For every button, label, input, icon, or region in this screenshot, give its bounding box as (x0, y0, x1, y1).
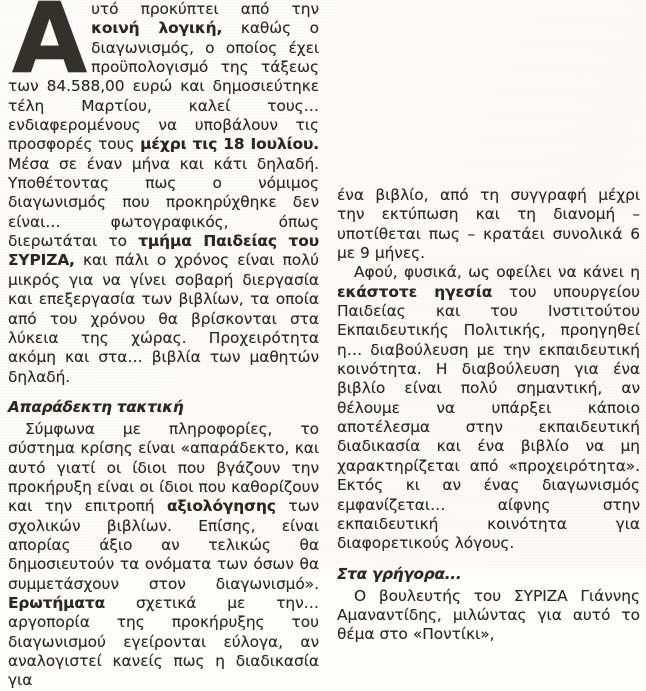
right-paragraph-2-text-a: Αφού, φυσικά, ως οφείλει να κάνει η (354, 263, 640, 282)
left-subhead-spacer-top (8, 387, 319, 398)
left-paragraph-2 (8, 420, 319, 691)
left-paragraph-1-text-c: Μέσα σε έναν μήνα και κάτι δηλαδή. Υποθέτοντας πως ο νόμιμος διαγωνισμός που προκηρύχθηκε δεν είναι… φωτογραφικός, όπως διερωτάται το (8, 154, 319, 251)
drop-cap-letter: Α (12, 0, 85, 95)
right-subhead-spacer-top (337, 554, 640, 565)
left-paragraph-1 (8, 0, 319, 387)
left-subheading: Απαράδεκτη τακτική (8, 397, 184, 416)
left-paragraph-2-bold-1: αξιολόγησης (166, 497, 276, 516)
left-paragraph-1-bold-1: κοινή λογική, (91, 19, 223, 38)
left-paragraph-1-bold-2: μέχρι τις 18 Ιουλίου. (140, 135, 320, 154)
left-paragraph-1-text-b: καθώς ο διαγωνισμός, ο οποίος έχει προϋπολογισμό της τάξεως των 84.588,00 ευρώ και δημοσιεύτηκε τέλη Μαρτίου, καλεί τους… ενδιαφερομένους να υποβάλουν τις προσφορές τους (8, 19, 319, 154)
left-paragraph-1-text-a: υτό προκύπτει από την (91, 0, 319, 18)
left-paragraph-2-bold-2: Ερωτήματα (8, 593, 106, 612)
right-paragraph-1: ένα βιβλίο, από τη συγγραφή μέχρι την εκτύπωση και τη διανομή – υποτίθεται πως – κρατάει συνολικά 6 με 9 μήνες. (337, 186, 640, 263)
left-paragraph-2-text-c: σχετικά με την… αργοπορία της προκήρυξης του διαγωνισμού εγείρονται εύλογα, αν αναλογιστεί κανείς πως η διαδικασία για (8, 593, 319, 690)
left-paragraph-1-bold-3: τμήμα Παιδείας του ΣΥΡΙΖΑ, (8, 232, 319, 270)
right-paragraph-3: Ο βουλευτής του ΣΥΡΙΖΑ Γιάννης Αμαναντίδης, μιλώντας για αυτό το θέμα στο «Ποντίκι», (337, 586, 640, 644)
left-paragraph-2-text-a: Σύμφωνα με πληροφορίες, το σύστημα κρίσης είναι «απαράδεκτο, και αυτό γιατί οι ίδιοι που βγάζουν την προκήρυξη είναι οι ίδιοι που καθορίζουν και την επιτροπή (8, 419, 319, 516)
left-paragraph-1-text-d: και πάλι ο χρόνος είναι πολύ μικρός για να γίνει σοβαρή διεργασία και επεξεργασία των βιβλίων, τα οποία από του χρόνου θα βρίσκονται στα λύκεια της χώρας. Προχειρότητα ακόμη και στα… βιβλία των μαθητών δηλαδή. (8, 251, 319, 386)
left-column (8, 0, 319, 691)
right-paragraph-2 (337, 263, 640, 553)
right-column (337, 0, 640, 645)
right-paragraph-2-text-b: του υπουργείου Παιδείας και του Ινστιτούτου Εκπαιδευτικής Πολιτικής, προηγηθεί η… διαβούλευση με την εκπαιδευτική κοινότητα. Η διαβούλευση για ένα βιβλίο είναι πολύ σημαντική, αν θέλουμε να υπάρξει κάποιο αποτέλεσμα στην εκπαιδευτική διαδικασία και ένα βιβλίο να μη χαρακτηρίζεται από «προχειρότητα». Εκτός κι αν ένας διαγωνισμός εμφανίζεται… αίφνης στην εκπαιδευτική κοινότητα για διαφορετικούς λόγους. (337, 282, 640, 553)
right-subheading: Στα γρήγορα... (337, 564, 462, 583)
left-paragraph-2-text-b: των σχολικών βιβλίων. Επίσης, είναι απορίας άξιο αν τελικώς θα δημοσιευτούν τα ονόματα των όσων θα συμμετάσχουν στον διαγωνισμό». (8, 497, 319, 593)
right-paragraph-2-bold-1: εκάστοτε ηγεσία (337, 282, 493, 301)
